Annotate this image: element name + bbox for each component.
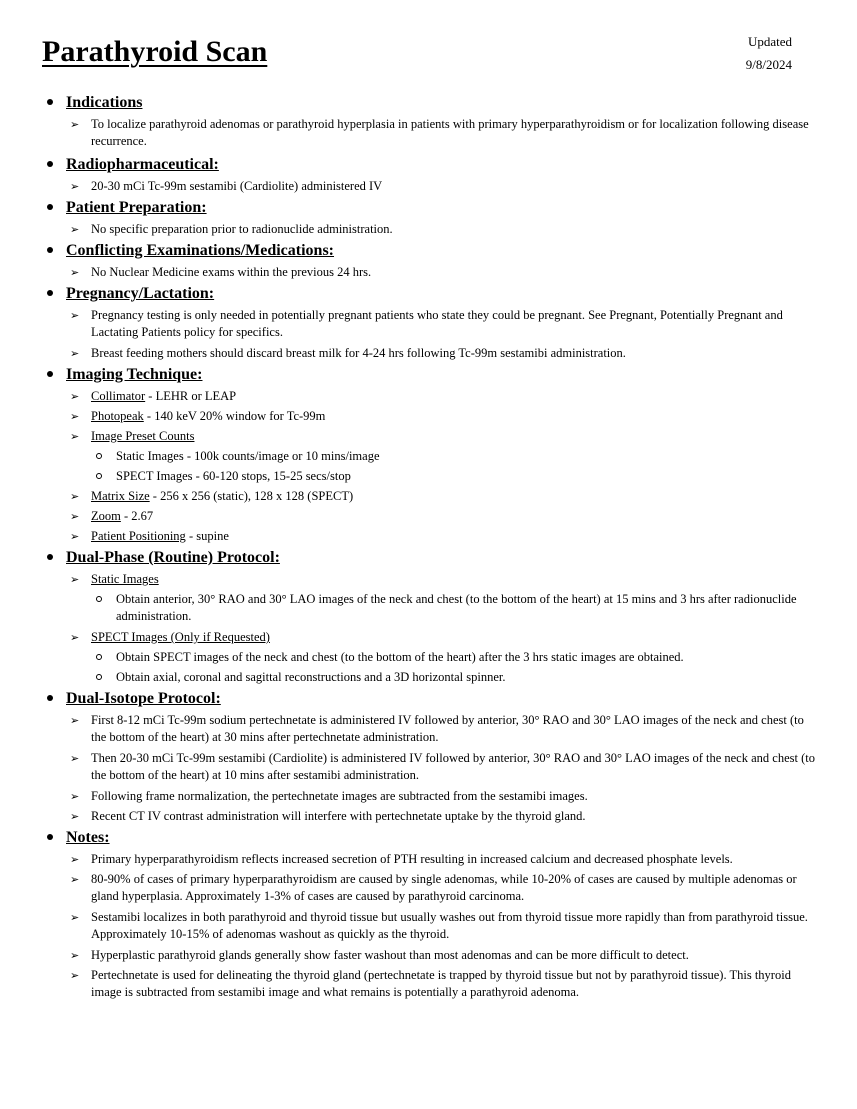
list-item: ➢ Pertechnetate is used for delineating the thyroid gland (pertechnetate is trapped by thyroid tissue but not by parathyroid tissue). This thyroid image is subtracted from sestamibi image and what remains is potentially a parathyroid adenoma. xyxy=(91,967,816,1001)
list-item: ➢ Sestamibi localizes in both parathyroid and thyroid tissue but usually washes out from thyroid tissue more rapidly than from parathyroid tissue. Approximately 10-15% of adenomas washout as quickly as the thyroid. xyxy=(91,909,816,943)
sub-list-item: Obtain SPECT images of the neck and chest (to the bottom of the heart) after the 3 hrs static images are obtained. xyxy=(116,649,816,666)
section-heading: Radiopharmaceutical: xyxy=(66,154,857,175)
item-value: - 2.67 xyxy=(120,509,154,523)
list-item: ➢ To localize parathyroid adenomas or parathyroid hyperplasia in patients with primary hyperparathyroidism or for localization following disease recurrence. xyxy=(91,116,816,150)
section-heading: Patient Preparation: xyxy=(66,197,857,218)
section-notes xyxy=(0,827,857,1001)
list-item xyxy=(91,428,816,445)
section-heading: Imaging Technique: xyxy=(66,364,857,385)
section-heading: Dual-Phase (Routine) Protocol: xyxy=(66,547,857,568)
list-item: ➢ Recent CT IV contrast administration will interfere with pertechnetate uptake by the thyroid gland. xyxy=(91,808,816,825)
list-item xyxy=(91,488,816,505)
list-item: ➢ Primary hyperparathyroidism reflects increased secretion of PTH resulting in increased calcium and decreased phosphate levels. xyxy=(91,851,816,868)
item-label: Zoom xyxy=(91,509,121,523)
item-label: Static Images xyxy=(91,572,159,586)
item-value: - supine xyxy=(185,529,229,543)
list-item: ➢ 20-30 mCi Tc-99m sestamibi (Cardiolite) administered IV xyxy=(91,178,816,195)
sub-list-item: Obtain axial, coronal and sagittal reconstructions and a 3D horizontal spinner. xyxy=(116,669,816,686)
item-value: - 256 x 256 (static), 128 x 128 (SPECT) xyxy=(149,489,354,503)
list-item xyxy=(91,528,816,545)
list-item: ➢ Then 20-30 mCi Tc-99m sestamibi (Cardiolite) is administered IV followed by anterior, 30° RAO and 30° LAO images of the neck and chest (to the bottom of the heart) at 10 mins after sestamibi administration. xyxy=(91,750,816,784)
section-heading: Indications xyxy=(66,92,857,113)
list-item: ➢ Hyperplastic parathyroid glands generally show faster washout than most adenomas and can be more difficult to detect. xyxy=(91,947,816,964)
item-label: Image Preset Counts xyxy=(91,429,195,443)
section-imaging-technique xyxy=(0,364,857,545)
list-item: ➢ Pregnancy testing is only needed in potentially pregnant patients who state they could be pregnant. See Pregnant, Potentially Pregnant and Lactating Patients policy for specifics. xyxy=(91,307,816,341)
section-radiopharmaceutical xyxy=(0,154,857,195)
list-item: ➢ No specific preparation prior to radionuclide administration. xyxy=(91,221,816,238)
list-item xyxy=(91,408,816,425)
list-item: ➢ First 8-12 mCi Tc-99m sodium pertechnetate is administered IV followed by anterior, 30° RAO and 30° LAO images of the neck and chest (to the bottom of the heart) at 30 mins after pertechnetate administration. xyxy=(91,712,816,746)
list-item xyxy=(91,508,816,525)
item-label: Collimator xyxy=(91,389,146,403)
updated-label: Updated xyxy=(747,34,792,49)
list-item: ➢ 80-90% of cases of primary hyperparathyroidism are caused by single adenomas, while 10-20% of cases are caused by multiple adenomas or gland hyperplasia. Approximately 1-3% of cases are caused by parathyroid carcinoma. xyxy=(91,871,816,905)
section-pregnancy-lactation xyxy=(0,283,857,362)
item-label: Matrix Size xyxy=(91,489,150,503)
section-dual-isotope-protocol xyxy=(0,688,857,825)
item-label: Patient Positioning xyxy=(91,529,186,543)
list-item xyxy=(91,388,816,405)
section-heading: Pregnancy/Lactation: xyxy=(66,283,857,304)
section-dual-phase-protocol xyxy=(0,547,857,686)
item-value: - LEHR or LEAP xyxy=(145,389,237,403)
section-indications xyxy=(0,92,857,150)
section-patient-preparation xyxy=(0,197,857,238)
item-value: - 140 keV 20% window for Tc-99m xyxy=(143,409,326,423)
sub-list-item: SPECT Images - 60-120 stops, 15-25 secs/stop xyxy=(116,468,816,485)
list-item: ➢ Following frame normalization, the pertechnetate images are subtracted from the sestamibi images. xyxy=(91,788,816,805)
document-body xyxy=(0,92,857,1003)
section-heading: Notes: xyxy=(66,827,857,848)
section-heading: Conflicting Examinations/Medications: xyxy=(66,240,857,261)
sub-list-item: Obtain anterior, 30° RAO and 30° LAO images of the neck and chest (to the bottom of the heart) at 15 mins and 3 hrs after radionuclide administration. xyxy=(116,591,816,625)
item-label: SPECT Images (Only if Requested) xyxy=(91,630,270,644)
list-item xyxy=(91,629,816,646)
sub-list-item: Static Images - 100k counts/image or 10 mins/image xyxy=(116,448,816,465)
item-label: Photopeak xyxy=(91,409,144,423)
list-item: ➢ Breast feeding mothers should discard breast milk for 4-24 hrs following Tc-99m sestamibi administration. xyxy=(91,345,816,362)
updated-info xyxy=(746,30,792,76)
list-item: ➢ No Nuclear Medicine exams within the previous 24 hrs. xyxy=(91,264,816,281)
updated-date: 9/8/2024 xyxy=(745,57,792,72)
section-heading: Dual-Isotope Protocol: xyxy=(66,688,857,709)
list-item xyxy=(91,571,816,588)
section-conflicting-exams xyxy=(0,240,857,281)
page-title: Parathyroid Scan xyxy=(42,35,268,68)
